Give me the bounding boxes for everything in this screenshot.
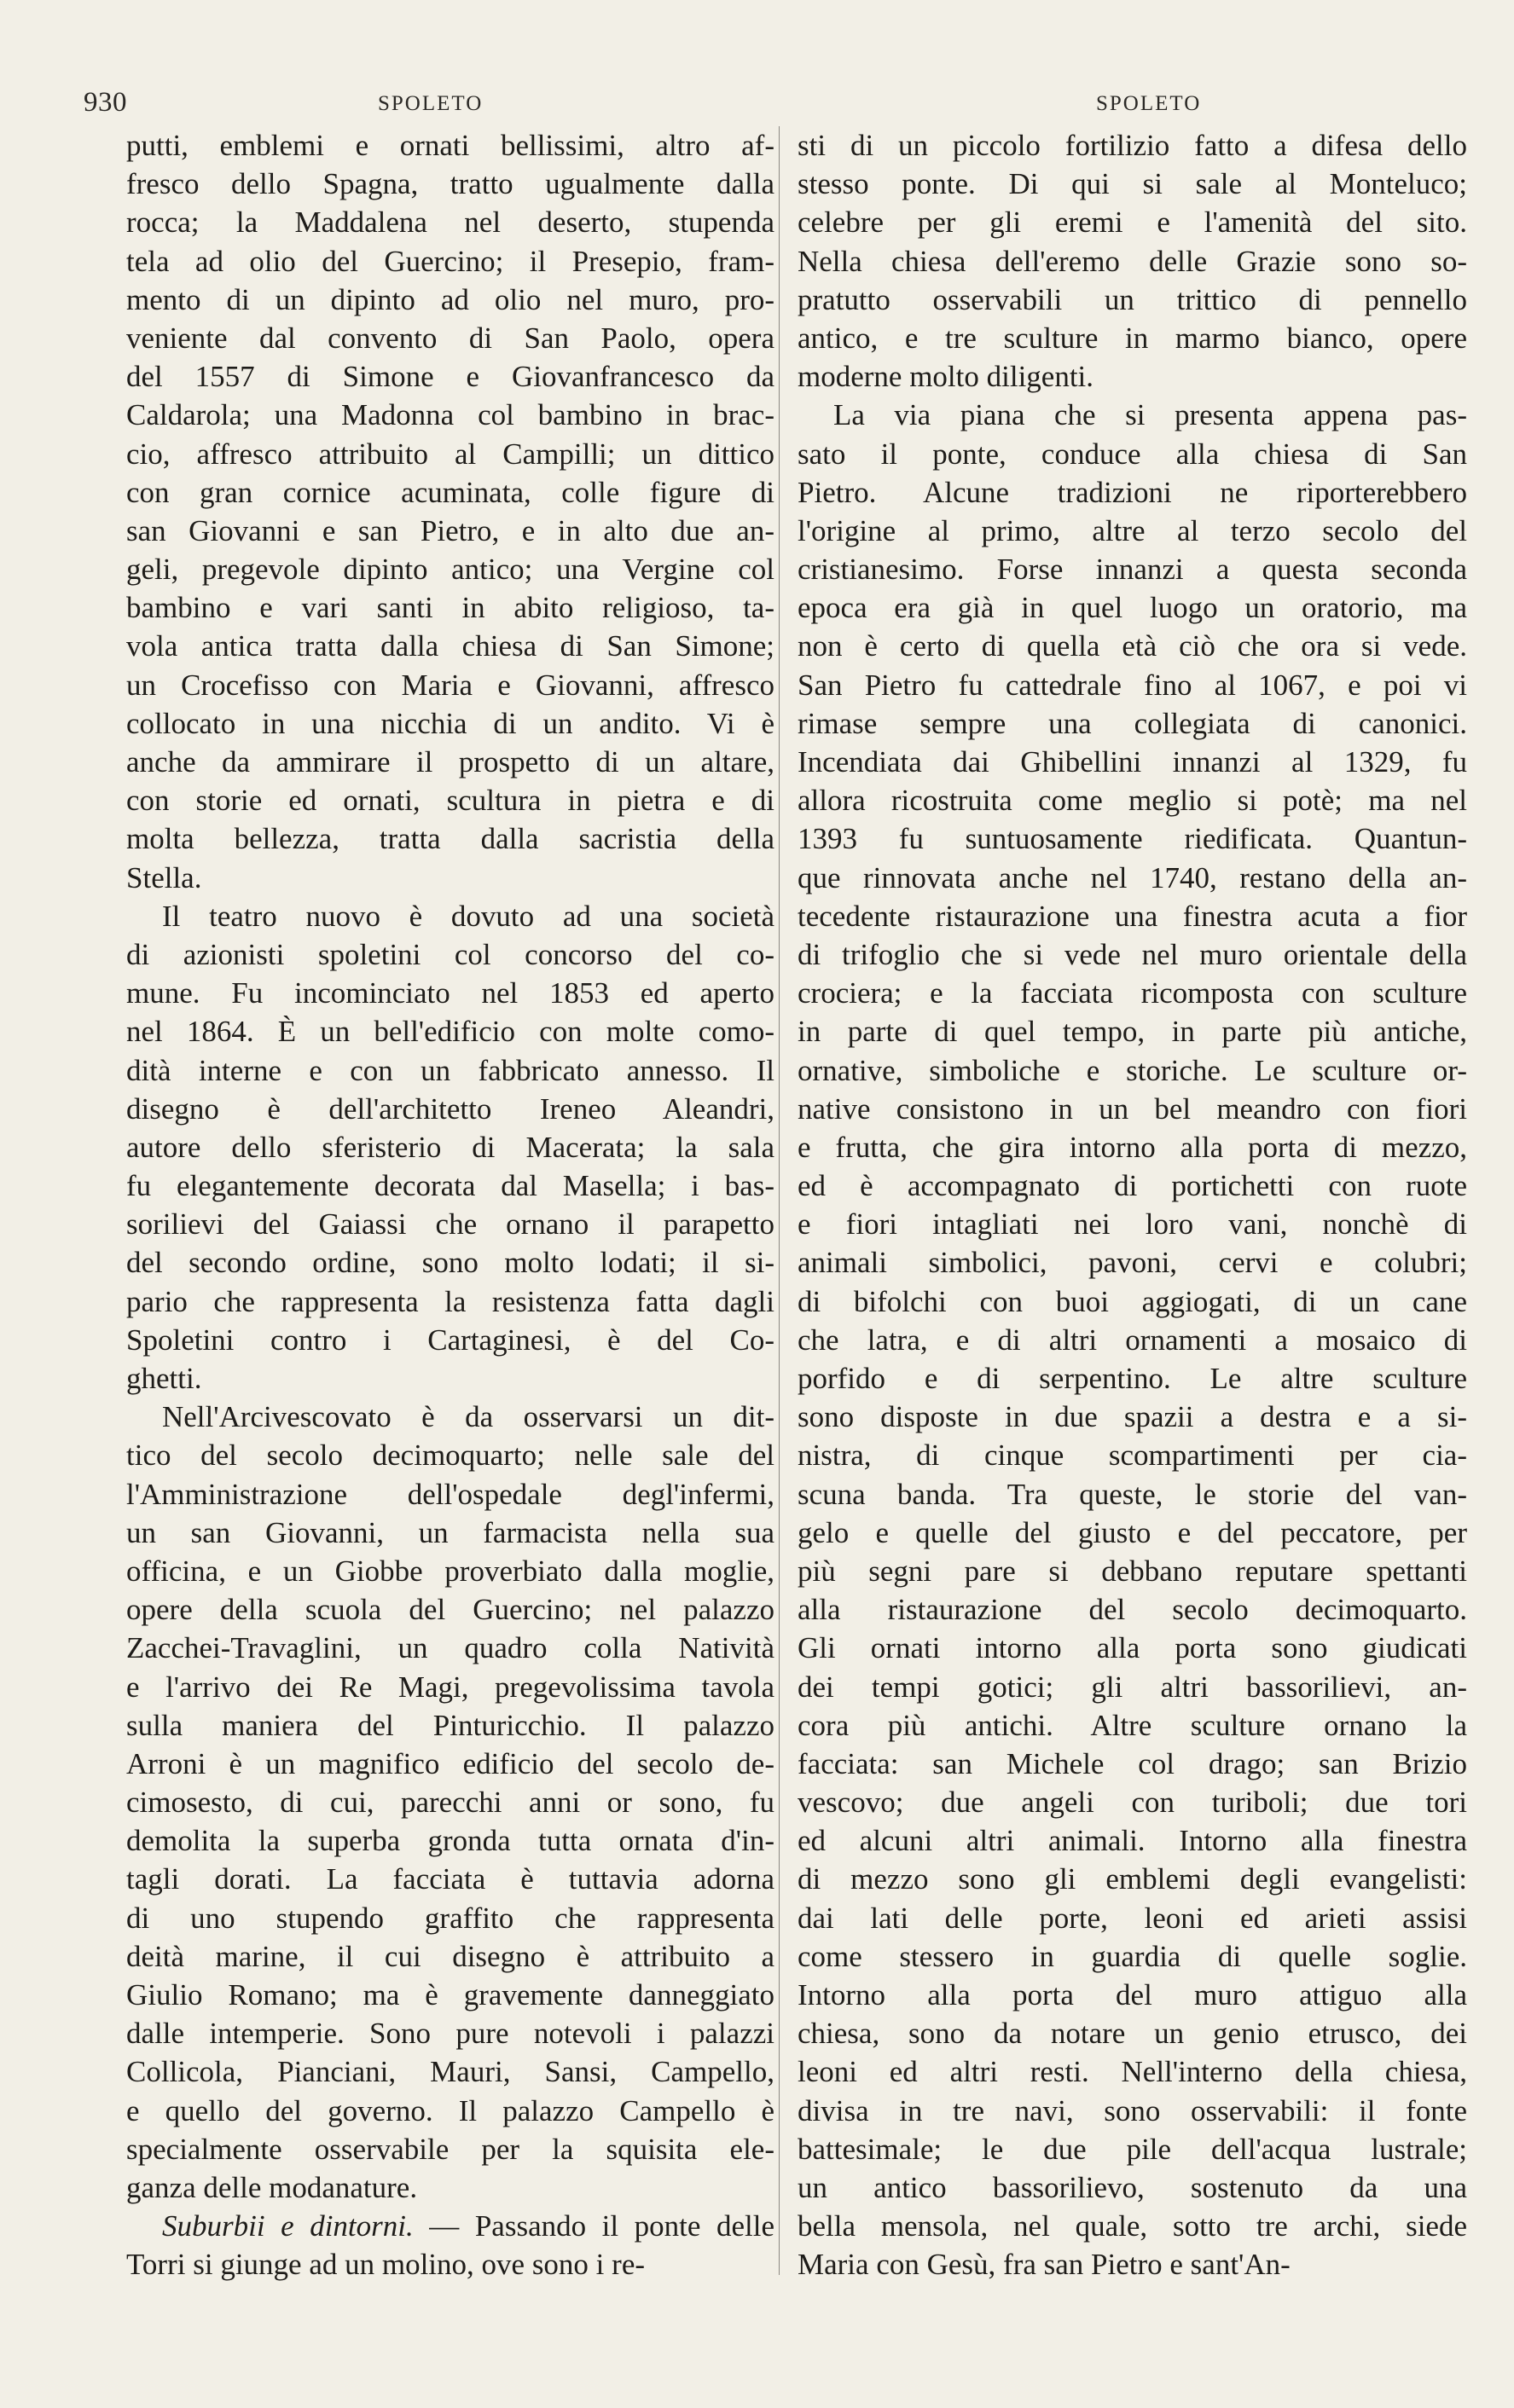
text-line: in parte di quel tempo, in parte più antiche, [798,1015,1467,1049]
text-line: divisa in tre navi, sono osservabili: il fonte [798,2093,1467,2127]
text-line: l'origine al primo, altre al terzo secolo del [798,513,1467,547]
text-line: alla ristaurazione del secolo decimoquarto. [798,1593,1467,1627]
text-line: con storie ed ornati, scultura in pietra e di [126,784,774,818]
text-line: che latra, e di altri ornamenti a mosaico di [798,1323,1467,1357]
text-line: ed alcuni altri animali. Intorno alla finestra [798,1824,1467,1858]
text-line: anche da ammirare il prospetto di un altare, [126,745,774,779]
text-line: ed è accompagnato di portichetti con ruote [798,1169,1467,1203]
text-line: veniente dal convento di San Paolo, opera [126,321,774,355]
text-line: officina, e un Giobbe proverbiato dalla moglie, [126,1554,774,1588]
text-line: di mezzo sono gli emblemi degli evangelisti: [798,1862,1467,1896]
text-line: pratutto osservabili un trittico di pennello [798,282,1467,316]
text-line: Suburbii e dintorni. — Passando il ponte delle [162,2209,774,2243]
text-line: Maria con Gesù, fra san Pietro e sant'An- [798,2248,1291,2282]
text-line: Giulio Romano; ma è gravemente danneggiato [126,1978,774,2011]
text-line: con gran cornice acuminata, colle figure di [126,475,774,509]
text-line: l'Amministrazione dell'ospedale degl'infermi, [126,1477,774,1511]
text-line: sono disposte in due spazii a destra e a si- [798,1400,1467,1434]
text-line: del secondo ordine, sono molto lodati; il si- [126,1246,774,1280]
text-line: dei tempi gotici; gli altri bassorilievi, an- [798,1670,1467,1704]
text-line: La via piana che si presenta appena pas- [833,398,1467,432]
text-line: fu elegantemente decorata dal Masella; i bas- [126,1169,774,1203]
text-line: cristianesimo. Forse innanzi a questa seconda [798,553,1467,587]
page-number: 930 [84,87,127,118]
running-head-left: SPOLETO [378,92,484,115]
text-line: san Giovanni e san Pietro, e in alto due an- [126,513,774,547]
text-line: e l'arrivo dei Re Magi, pregevolissima tavola [126,1670,774,1704]
text-line: que rinnovata anche nel 1740, restano della an- [798,860,1467,894]
text-line: Incendiata dai Ghibellini innanzi al 1329, fu [798,745,1467,779]
text-line: Pietro. Alcune tradizioni ne riporterebbero [798,475,1467,509]
text-line: Torri si giunge ad un molino, ove sono i re- [126,2248,646,2282]
text-line: cio, affresco attribuito al Campilli; un dittico [126,437,774,471]
right-text-column [798,126,1467,2284]
text-line: di bifolchi con buoi aggiogati, di un cane [798,1284,1467,1318]
text-line: nel 1864. È un bell'edificio con molte como- [126,1015,774,1049]
text-line: Caldarola; una Madonna col bambino in brac- [126,398,774,432]
text-line: battesimale; le due pile dell'acqua lustrale; [798,2132,1467,2166]
text-line: vescovo; due angeli con turiboli; due tori [798,1786,1467,1820]
text-line: cimosesto, di cui, parecchi anni or sono, fu [126,1786,774,1820]
text-line: pario che rappresenta la resistenza fatta dagli [126,1284,774,1318]
text-line: un antico bassorilievo, sostenuto da una [798,2170,1467,2204]
left-text-column [126,126,774,2284]
text-line: 1393 fu suntuosamente riedificata. Quantun- [798,822,1467,856]
text-line: ornative, simboliche e storiche. Le sculture or- [798,1053,1467,1087]
text-line: come stessero in guardia di quelle soglie. [798,1939,1467,1973]
text-line: di uno stupendo graffito che rappresenta [126,1901,774,1935]
text-line: sorilievi del Gaiassi che ornano il parapetto [126,1207,774,1242]
text-line: un san Giovanni, un farmacista nella sua [126,1515,774,1549]
text-line: dai lati delle porte, leoni ed arieti assisi [798,1901,1467,1935]
text-line: San Pietro fu cattedrale fino al 1067, e poi vi [798,668,1467,702]
text-line: crociera; e la facciata ricomposta con sculture [798,976,1467,1010]
text-line: sato il ponte, conduce alla chiesa di San [798,437,1467,471]
text-line: del 1557 di Simone e Giovanfrancesco da [126,360,774,394]
text-line: animali simbolici, pavoni, cervi e colubri; [798,1246,1467,1280]
text-line: e quello del governo. Il palazzo Campello è [126,2093,774,2127]
text-line: collocato in una nicchia di un andito. Vi è [126,706,774,740]
text-line: antico, e tre sculture in marmo bianco, opere [798,321,1467,355]
text-line: ghetti. [126,1362,202,1395]
text-line: Il teatro nuovo è dovuto ad una società [162,899,774,933]
text-line: Nella chiesa dell'eremo delle Grazie sono so- [798,244,1467,278]
text-line: nistra, di cinque scompartimenti per cia- [798,1438,1467,1473]
running-head-right: SPOLETO [1096,92,1202,115]
text-line: dità interne e con un fabbricato annesso. Il [126,1053,774,1087]
text-line: di azionisti spoletini col concorso del co- [126,937,774,971]
text-line: mento di un dipinto ad olio nel muro, pro- [126,282,774,316]
text-line: porfido e di serpentino. Le altre sculture [798,1362,1467,1395]
text-line: tela ad olio del Guercino; il Presepio, fram- [126,244,774,278]
text-line: e frutta, che gira intorno alla porta di mezzo, [798,1130,1467,1164]
text-line: autore dello sferisterio di Macerata; la sala [126,1130,774,1164]
text-line: stesso ponte. Di qui si sale al Monteluco; [798,167,1467,201]
text-line: e fiori intagliati nei loro vani, nonchè di [798,1207,1467,1242]
text-line: un Crocefisso con Maria e Giovanni, affresco [126,668,774,702]
text-line: disegno è dell'architetto Ireneo Aleandri, [126,1091,774,1126]
text-line: vola antica tratta dalla chiesa di San Simone; [126,629,774,663]
text-line: non è certo di quella età ciò che ora si vede. [798,629,1467,663]
text-line: Intorno alla porta del muro attiguo alla [798,1978,1467,2011]
text-line: chiesa, sono da notare un genio etrusco, dei [798,2017,1467,2051]
text-line: specialmente osservabile per la squisita ele- [126,2132,774,2166]
text-line: putti, emblemi e ornati bellissimi, altro af- [126,129,774,162]
right-page-header [798,85,1471,124]
text-line: Zacchei-Travaglini, un quadro colla Natività [126,1631,774,1665]
text-line: bambino e vari santi in abito religioso, ta- [126,591,774,625]
text-line: facciata: san Michele col drago; san Brizio [798,1746,1467,1780]
left-page-header [84,85,774,124]
text-line: fresco dello Spagna, tratto ugualmente dalla [126,167,774,201]
text-line: opere della scuola del Guercino; nel palazzo [126,1593,774,1627]
text-line: rimase sempre una collegiata di canonici. [798,706,1467,740]
text-line: tecedente ristaurazione una finestra acuta a fior [798,899,1467,933]
text-line: moderne molto diligenti. [798,360,1094,394]
text-line: Arroni è un magnifico edificio del secolo de- [126,1746,774,1780]
text-line: ganza delle modanature. [126,2170,418,2204]
text-line: scuna banda. Tra queste, le storie del van- [798,1477,1467,1511]
text-line: deità marine, il cui disegno è attribuito a [126,1939,774,1973]
column-divider [779,126,780,2275]
text-line: celebre per gli eremi e l'amenità del sito. [798,205,1467,240]
text-line: Gli ornati intorno alla porta sono giudicati [798,1631,1467,1665]
text-line: epoca era già in quel luogo un oratorio, ma [798,591,1467,625]
text-line: dalle intemperie. Sono pure notevoli i palazzi [126,2017,774,2051]
text-line: sulla maniera del Pinturicchio. Il palazzo [126,1708,774,1742]
text-line: leoni ed altri resti. Nell'interno della chiesa, [798,2055,1467,2089]
text-line: gelo e quelle del giusto e del peccatore, per [798,1515,1467,1549]
text-line: sti di un piccolo fortilizio fatto a difesa dello [798,129,1467,162]
section-heading: Suburbii e dintorni. [162,2209,430,2243]
text-line: allora ricostruita come meglio si potè; ma nel [798,784,1467,818]
text-line: Spoletini contro i Cartaginesi, è del Co- [126,1323,774,1357]
text-line: geli, pregevole dipinto antico; una Vergine col [126,553,774,587]
text-line: tico del secolo decimoquarto; nelle sale del [126,1438,774,1473]
text-line: molta bellezza, tratta dalla sacristia della [126,822,774,856]
text-line: Collicola, Pianciani, Mauri, Sansi, Campello, [126,2055,774,2089]
text-line: native consistono in un bel meandro con fiori [798,1091,1467,1126]
text-line: Stella. [126,860,202,894]
text-line: rocca; la Maddalena nel deserto, stupenda [126,205,774,240]
text-line: demolita la superba gronda tutta ornata d'in- [126,1824,774,1858]
text-line: bella mensola, nel quale, sotto tre archi, siede [798,2209,1467,2243]
text-line: mune. Fu incominciato nel 1853 ed aperto [126,976,774,1010]
text-line: Nell'Arcivescovato è da osservarsi un dit- [162,1400,774,1434]
text-line: tagli dorati. La facciata è tuttavia adorna [126,1862,774,1896]
text-line: di trifoglio che si vede nel muro orientale della [798,937,1467,971]
text-line: cora più antichi. Altre sculture ornano la [798,1708,1467,1742]
text-line: più segni pare si debbano reputare spettanti [798,1554,1467,1588]
